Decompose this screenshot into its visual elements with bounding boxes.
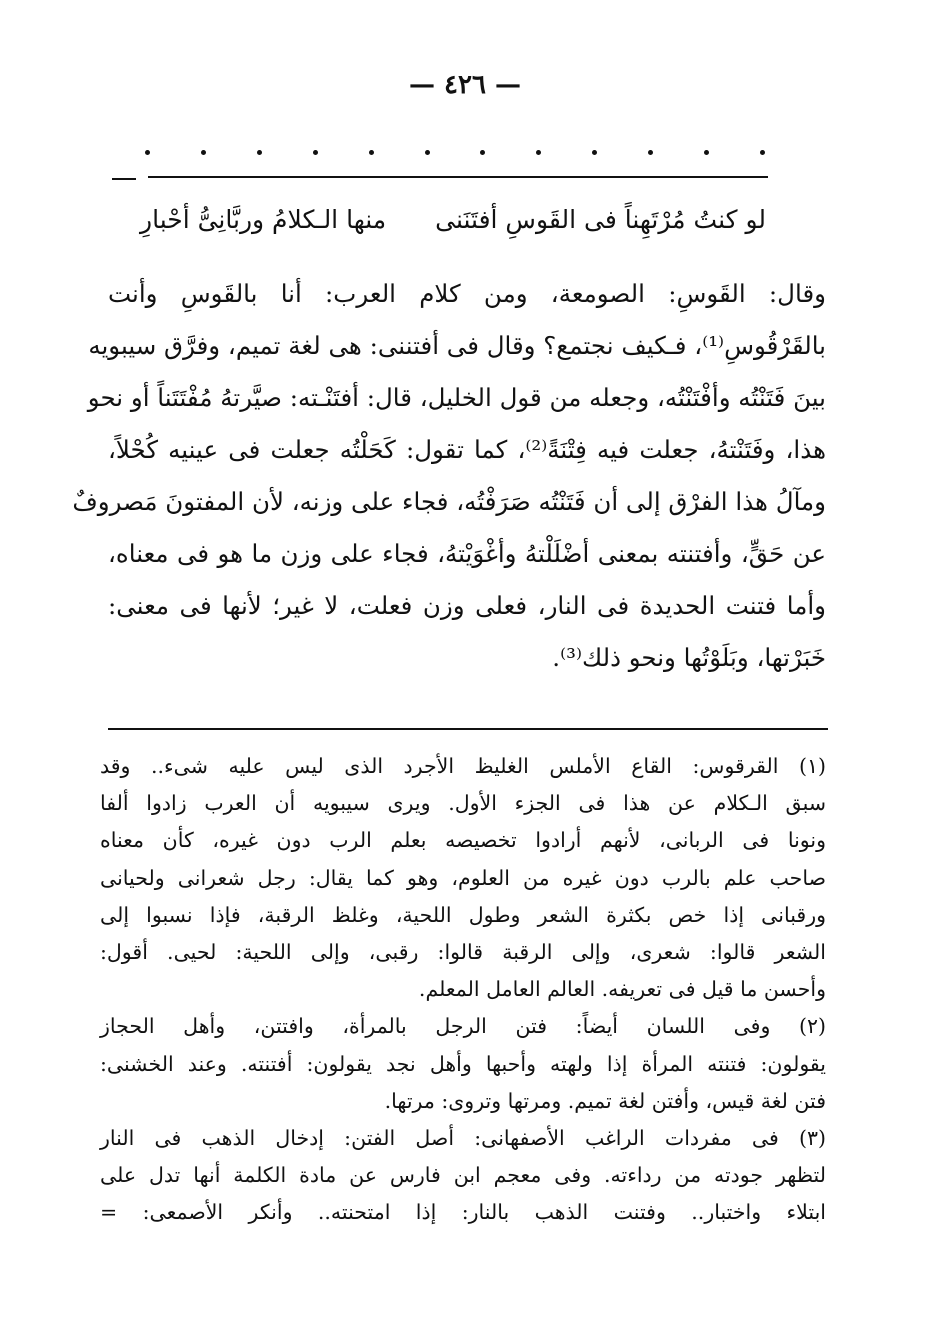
dot (536, 150, 541, 155)
footnote-divider (108, 728, 828, 730)
top-divider-stub (112, 178, 136, 180)
main-text (72, 268, 827, 684)
footnote-line: يقولون: فتنته المرأة إذا ولهته وأحبها وأهل نجد يقولون: أفتنته. وعند الخشنى: (100, 1051, 826, 1076)
footnote-line: فتن لغة قيس، وأفتن لغة تميم. ومرتها وتروى: مرتها. (384, 1088, 826, 1113)
dot (648, 150, 653, 155)
dot (145, 150, 150, 155)
footnote-line: (٣) فى مفردات الراغب الأصفهانى: أصل الفتن: إدخال الذهب فى النار (100, 1126, 826, 1151)
footnote-line: ورقبانى إذا خص بكثرة الشعر وطول اللحية، وغلظ الرقبة، فإذا نسبوا إلى (100, 902, 826, 927)
footnote-line: لتظهر جودته من رداءته. وفى معجم ابن فارس عن مادة الكلمة أنها تدل على (100, 1163, 826, 1188)
dot (313, 150, 318, 155)
text-line: وأما فتنت الحديدة فى النار، فعلى وزن فعلت، لا غير؛ لأنها فى معنى: (108, 591, 826, 620)
footnotes (100, 748, 826, 1232)
text-line: وقال: القَوسِ: الصومعة، ومن كلام العرب: أنا بالقَوسِ وأنت (108, 279, 826, 308)
text-line: بينَ فَتَنْتُه وأفْتَنْتُه، وجعله من قول الخليل، قال: أفتَنْـته: صيَّرتهُ مُفْتَتَناً أو نحو (87, 383, 826, 412)
poetry-verse (140, 198, 766, 242)
page-number: — ٤٢٦ — (408, 70, 522, 100)
footnote-line: ونونا فى الربانى، لأنهم أرادوا تخصيصه بعلم الرب دون غيره، كأن معناه (100, 828, 826, 853)
footnote-line: الشعر قالوا: شعرى، وإلى الرقبة قالوا: رقبى، وإلى اللحية: لحيى. أقول: (100, 940, 826, 965)
footnote-3 (100, 1120, 826, 1232)
dot (201, 150, 206, 155)
verse-second-hemistich: منها الـكلامُ وربَّانِىُّ أحْبارِ (140, 205, 387, 234)
dot (425, 150, 430, 155)
footnote-1 (100, 748, 826, 1008)
text-line: خَبَرْتها، وبَلَوْتُها ونحو ذلك⁽³⁾. (552, 643, 826, 672)
ornament-dots (145, 150, 765, 155)
footnote-line: وأحسن ما قيل فى تعريفه. العالم العامل المعلم. (418, 977, 826, 1002)
footnote-line: ابتلاء واختبار.. وفتنت الذهب بالنار: إذا امتحنته.. وأنكر الأصمعى: = (100, 1200, 826, 1225)
dot (760, 150, 765, 155)
text-line: هذا، وفَتَنْتهُ، جعلت فيه فِتْنَةً⁽²⁾، كما تقول: كَحَلْتُه جعلت فى عينيه كُحْلاً، (108, 435, 827, 464)
footnote-line: سبق الـكلام عن هذا فى الجزء الأول. ويرى سيبويه أن العرب زادوا ألفا (100, 791, 826, 816)
text-line: بالقَرْقُوسِ⁽¹⁾، فـكيف نجتمع؟ وقال فى أفتننى: هى لغة تميم، وفرَّق سيبويه (88, 331, 826, 360)
text-line: عن حَقٍّ، وأفتنته بمعنى أضْلَلْتهُ وأغْوَيْتهُ، فجاء على وزن ما هو فى معناه، (108, 539, 826, 568)
footnote-2 (100, 1008, 826, 1120)
top-divider (148, 176, 768, 178)
dot (704, 150, 709, 155)
text-line: ومآلُ هذا الفرْق إلى أن فَتَنْتُه صَرَفْتُه، فجاء على وزنه، لأن المفتونَ مَصروفٌ (72, 487, 826, 516)
footnote-line: (٢) وفى اللسان أيضاً: فتن الرجل بالمرأة، وافتتن، وأهل الحجاز (100, 1014, 826, 1039)
dot (369, 150, 374, 155)
dot (592, 150, 597, 155)
dot (257, 150, 262, 155)
verse-first-hemistich: لو كنتُ مُرْتَهِناً فى القَوسِ أفتَنَنى (435, 205, 766, 234)
dot (480, 150, 485, 155)
footnote-line: صاحب علم بالرب دون غيره من العلوم، وهو كما يقال: رجل شعرانى ولحيانى (100, 865, 826, 890)
footnote-line: (١) القرقوس: القاع الأملس الغليظ الأجرد الذى ليس عليه شىء.. وقد (100, 754, 826, 778)
